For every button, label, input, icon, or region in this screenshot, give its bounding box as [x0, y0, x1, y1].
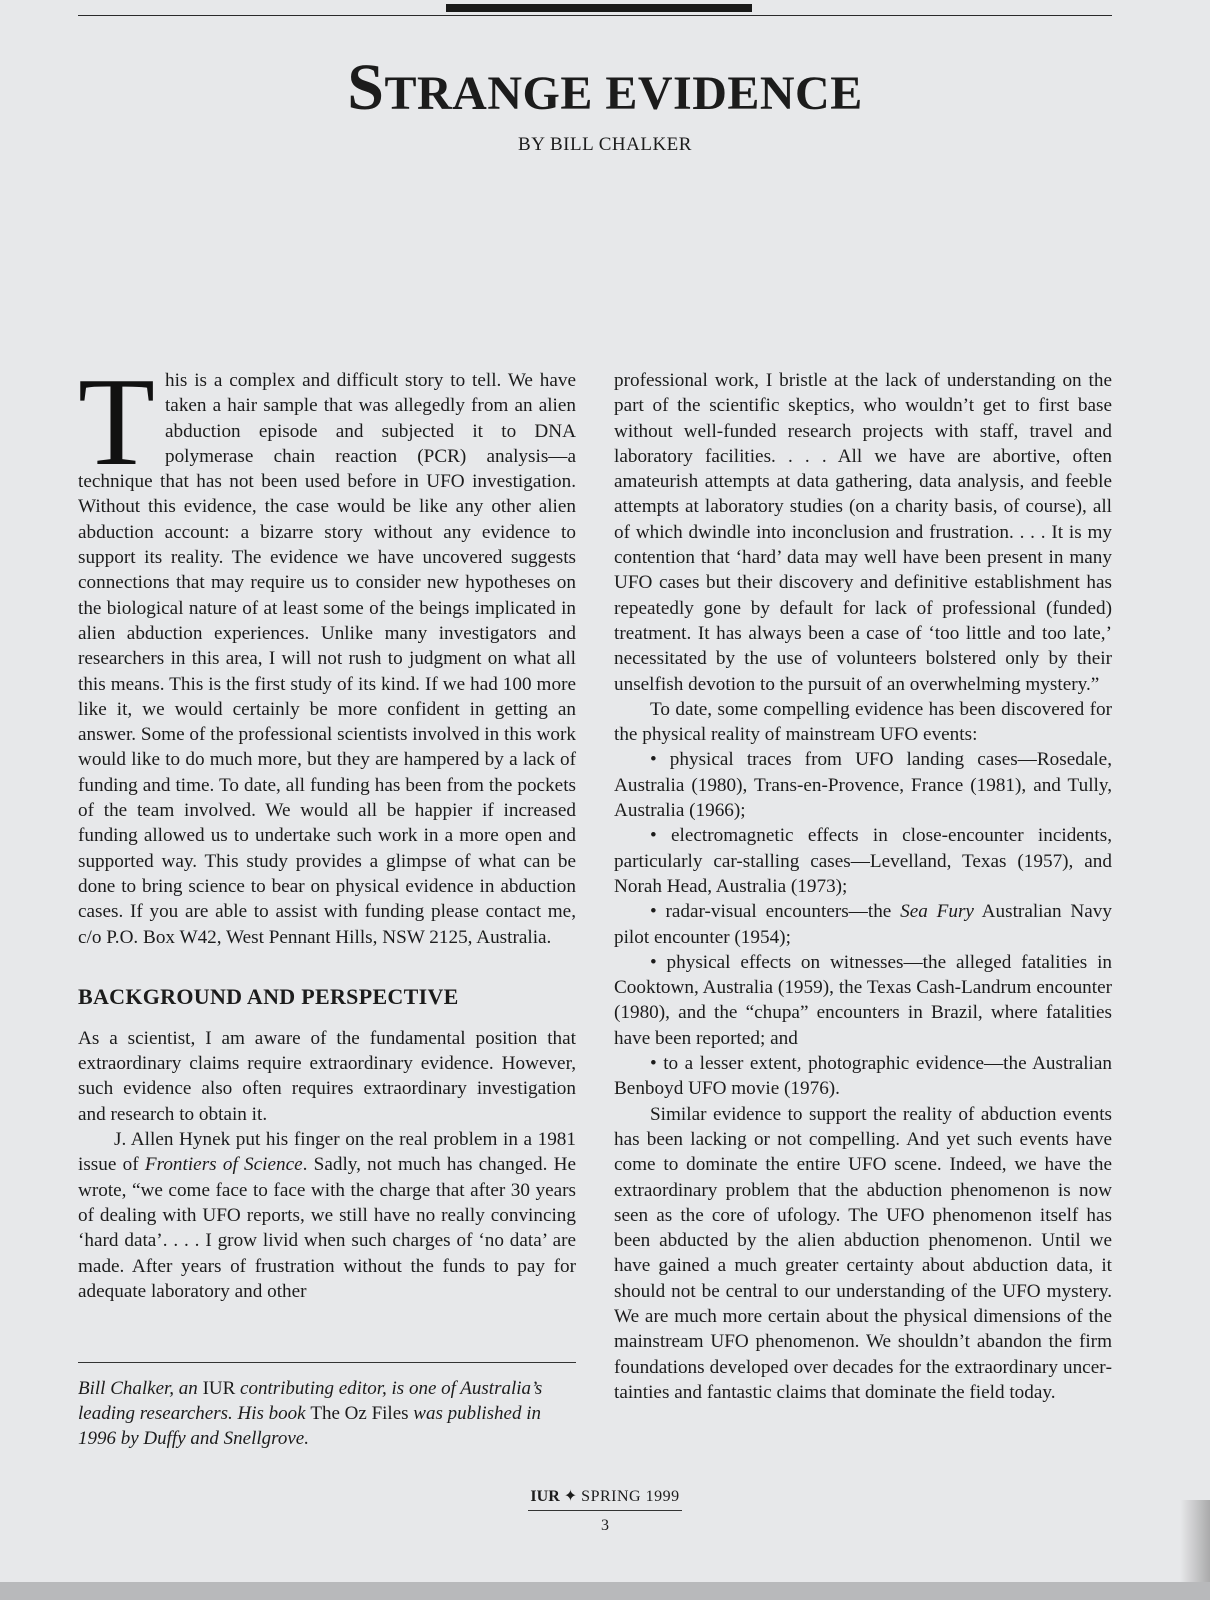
paragraph — [78, 1127, 576, 1304]
note-text: The Oz Files — [310, 1403, 409, 1424]
scan-edge — [0, 1582, 1210, 1600]
header-rule — [78, 15, 1112, 16]
italic-name: Sea Fury — [900, 901, 974, 923]
publication-line — [528, 1486, 681, 1511]
drop-cap: T — [78, 353, 155, 492]
italic-title: Frontiers of Science — [144, 1154, 303, 1176]
note-text: IUR — [202, 1378, 236, 1399]
star-separator-icon: ✦ — [563, 1488, 578, 1505]
section-heading: BACKGROUND AND PERSPECTIVE — [78, 983, 459, 1009]
paragraph: Similar evidence to support the reality of abduction events has been lacking or not compelling. And yet such events have come to dominate the entire UFO scene. Indeed, we have the extraordinary problem that the abduction phenomenon is now seen as the core of ufology. The UFO phenomenon itself has been abducted by the alien abduction phenomenon. Until we have gained a much greater certainty about abduction data, it should not be central to our understanding of the UFO mystery. We are much more certain about the physical dimensions of the mainstream UFO phenomenon. We shouldn’t abandon the firm foundations developed over decades for the extraordinary uncertainties and fantastic claims that dominate the field today. — [614, 1103, 1112, 1403]
text-run: J. Allen Hynek put his finger on the real problem in a 1981 issue of — [78, 1129, 576, 1176]
text-run: . Sadly, not much has changed. He wrote, “we come face to face with the charge that after 30 years of dealing with UFO reports, we still have no really convincing ‘hard data’. . . . I grow livid when such charges of ‘no data’ are made. After years of frustration without the funds to pay for adequate laboratory and other — [78, 1154, 576, 1302]
bullet-item: • electromagnetic effects in close-encounter incidents, particularly car-stalling cases—Levelland, Texas (1957), and Norah Head, Australia (1973); — [614, 825, 1112, 897]
byline: BY BILL CHALKER — [518, 134, 692, 155]
article-title — [0, 48, 1210, 134]
title-rest: TRANGE EVIDENCE — [384, 67, 863, 120]
bullet-item: • physical effects on witnesses—the alleged fatalities in Cooktown, Australia (1959), the Texas Cash-Landrum encounter (1980), and the “chupa” encounters in Brazil, where fatalities have been reported; and — [614, 951, 1112, 1049]
paragraph: As a scientist, I am aware of the fundamental position that extraordinary claims require extraordinary evidence. However, such evidence also often requires extraordinary investigation and research to obtain it. — [78, 1027, 576, 1125]
title-initial: S — [347, 51, 385, 124]
bullet-item: • physical traces from UFO landing cases—Rosedale, Australia (1980), Trans-en-Provence, France (1981), and Tully, Australia (1966); — [614, 749, 1112, 822]
note-text: Bill Chalker, an — [78, 1378, 203, 1399]
right-column — [614, 368, 1112, 1405]
note-text: contributing editor, is one of Australia’s leading researchers. His book — [78, 1378, 543, 1424]
paragraph: To date, some compelling evidence has been discovered for the physical reality of mainstream UFO events: — [614, 698, 1112, 746]
footnote-rule — [78, 1362, 576, 1363]
page-number: 3 — [601, 1517, 609, 1534]
bullet-item — [614, 899, 1112, 950]
issue-season: SPRING 1999 — [581, 1488, 680, 1505]
header-bar — [446, 4, 752, 12]
intro-text: his is a complex and difficult story to tell. We have taken a hair sample that was allegedly from an alien abduction episode and subjected it to DNA polymerase chain reaction (PCR) analysis—a technique that has not been used before in UFO investigation. Without this evidence, the case would be like any other alien abduction account: a bizarre story without any evidence to support its reality. The evidence we have uncovered suggests connections that may require us to consider new hypotheses on the biological nature of at least some of the beings implicated in alien abduction experiences. Unlike many investigators and researchers in this area, I will not rush to judgment on what all this means. This is the first study of its kind. If we had 100 more like it, we would certainly be more confident in getting an answer. Some of the professional scientists involved in this work would like to do much more, but they are hampered by a lack of funding and time. To date, all funding has been from the pockets of the team involved. We would all be happier if increased funding allowed us to undertake such work in a more open and supported way. This study provides a glimpse of what can be done to bring science to bear on physical evidence in abduction cases. If you are able to assist with funding please contact me, c/o P.O. Box W42, West Pennant Hills, NSW 2125, Australia. — [78, 370, 576, 948]
note-text: was published in 1996 by Duffy and Snellgrove. — [78, 1403, 542, 1449]
author-note — [78, 1376, 576, 1451]
page-footer — [0, 1486, 1210, 1537]
text-run: Australian Navy pilot encounter (1954); — [614, 901, 1112, 948]
paragraph: professional work, I bristle at the lack of understanding on the part of the scientific skeptics, who wouldn’t get to first base without well-funded research projects with staff, travel and laboratory facilities. . . . All we have are abortive, often amateurish attempts at data gathering, data analysis, and feeble attempts at laboratory studies (on a charity basis, of course), all of which dwindle into inconclusion and frustration. . . . It is my contention that ‘hard’ data may well have been present in many UFO cases but their discovery and definitive establishment has repeatedly gone by default for lack of professional (funded) treatment. It has always been a case of ‘too little and too late,’ necessitated by the use of volunteers bolstered only by their unselfish devotion to the pursuit of an overwhelming mystery.” — [614, 370, 1112, 695]
publication-name: IUR — [530, 1488, 560, 1505]
intro-paragraph — [78, 353, 576, 950]
left-column — [78, 353, 576, 1304]
text-run: • radar-visual encounters—the — [650, 901, 901, 923]
bullet-item: • to a lesser extent, photographic evidence—the Australian Benboyd UFO movie (1976). — [614, 1053, 1112, 1100]
